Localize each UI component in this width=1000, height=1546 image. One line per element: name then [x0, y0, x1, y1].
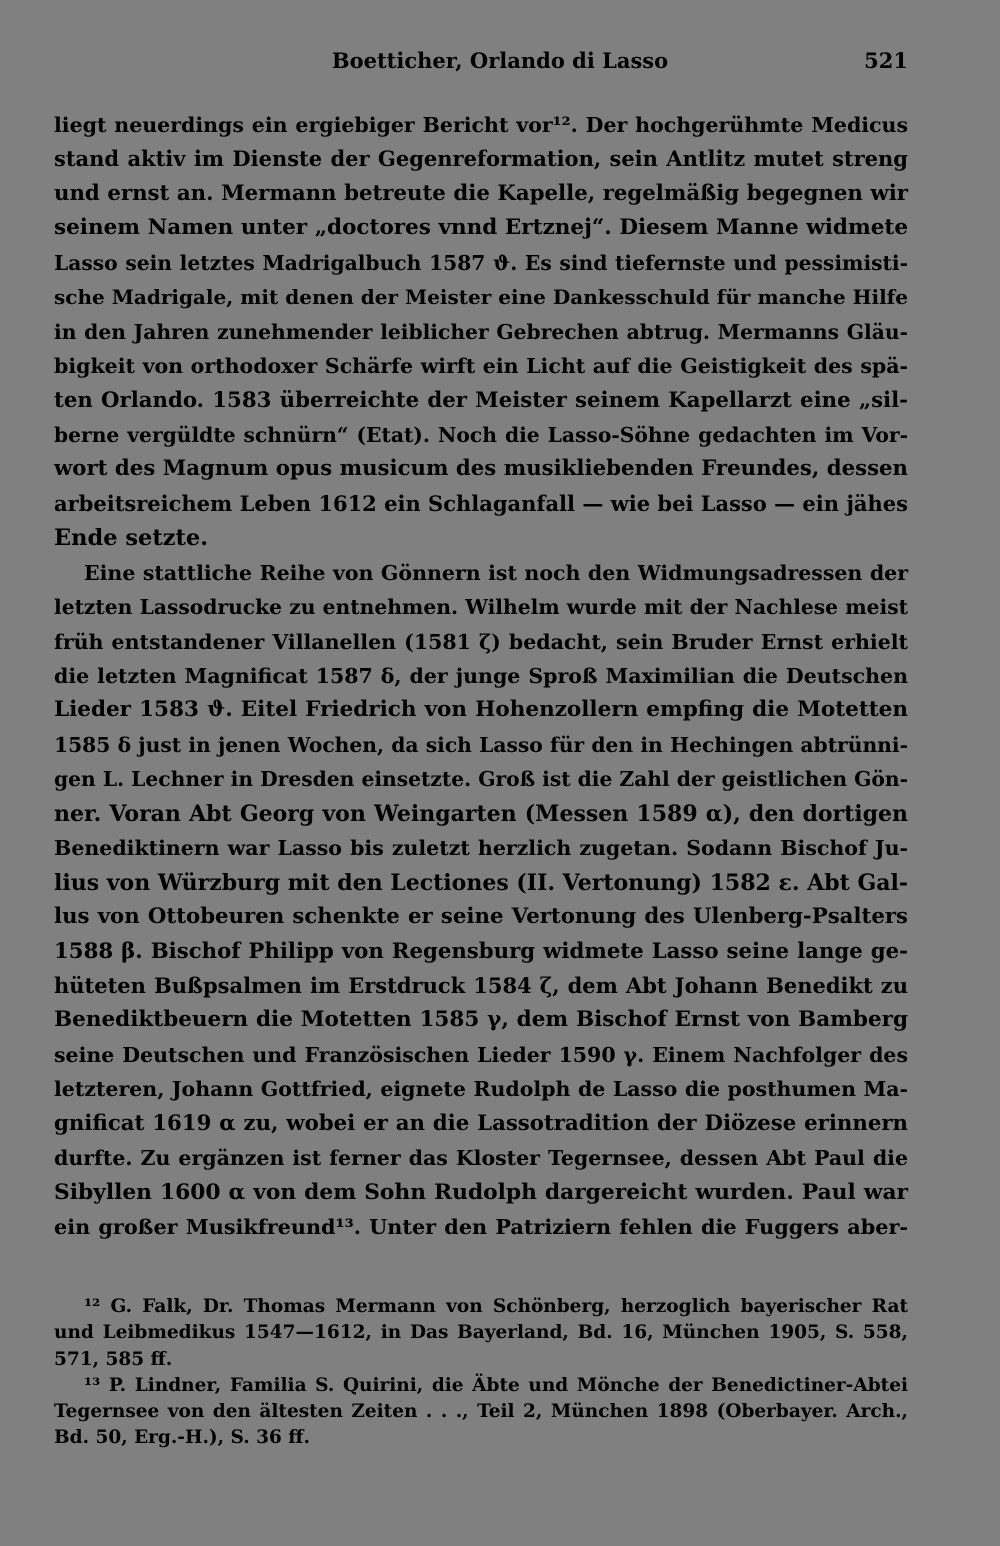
footnote-line: Tegernsee von den ältesten Zeiten . . ., Teil 2, München 1898 (Oberbayer. Arch.,	[54, 1401, 908, 1423]
text-line: bigkeit von orthodoxer Schärfe wirft ein Licht auf die Geistigkeit des spä-	[54, 354, 908, 379]
text-line: Eine stattliche Reihe von Gönnern ist noch den Widmungsadressen der	[84, 560, 908, 585]
text-line: gnificat 1619 α zu, wobei er an die Lassotradition der Diözese erinnern	[54, 1110, 908, 1136]
text-line: Ende setzte.	[54, 525, 209, 552]
page-number: 521	[864, 48, 908, 73]
text-line: letzteren, Johann Gottfried, eignete Rudolph de Lasso die posthumen Ma-	[54, 1077, 908, 1102]
text-line: Lieder 1583 ϑ. Eitel Friedrich von Hohenzollern empfing die Motetten	[54, 697, 908, 723]
text-line: gen L. Lechner in Dresden einsetzte. Groß ist die Zahl der geistlichen Gön-	[54, 767, 909, 792]
text-line: lius von Würzburg mit den Lectiones (II. Vertonung) 1582 ε. Abt Gal-	[54, 869, 908, 896]
text-line: seine Deutschen und Französischen Lieder 1590 γ. Einem Nachfolger des	[54, 1042, 908, 1067]
text-line: früh entstandener Villanellen (1581 ζ) bedacht, sein Bruder Ernst erhielt	[54, 629, 908, 654]
running-header	[0, 44, 1000, 78]
text-line: 1585 δ just in jenen Wochen, da sich Lasso für den in Hechingen abtrünni-	[54, 732, 908, 757]
footnote-line: ¹² G. Falk, Dr. Thomas Mermann von Schönberg, herzoglich bayerischer Rat	[84, 1296, 908, 1317]
footnote-line: 571, 585 ff.	[54, 1348, 173, 1370]
footnotes	[54, 1294, 908, 1452]
footnote-line: ¹³ P. Lindner, Familia S. Quirini, die Äbte und Mönche der Benedictiner-Abtei	[84, 1374, 908, 1396]
text-line: berne vergüldte schnürn“ (Etat). Noch die Lasso-Söhne gedachten im Vor-	[54, 422, 908, 447]
text-line: Sibyllen 1600 α von dem Sohn Rudolph dargereicht wurden. Paul war	[54, 1179, 908, 1205]
text-line: Benediktinern war Lasso bis zuletzt herzlich zugetan. Sodann Bischof Ju-	[54, 836, 908, 861]
text-line: 1588 β. Bischof Philipp von Regensburg widmete Lasso seine lange ge-	[54, 938, 908, 964]
footnote-line: und Leibmedikus 1547—1612, in Das Bayerland, Bd. 16, München 1905, S. 558,	[54, 1322, 908, 1344]
text-line: lus von Ottobeuren schenkte er seine Vertonung des Ulenberg-Psalters	[54, 904, 908, 930]
text-line: stand aktiv im Dienste der Gegenreformation, sein Antlitz mutet streng	[54, 146, 908, 172]
text-line: hüteten Bußpsalmen im Erstdruck 1584 ζ, dem Abt Johann Benedikt zu	[54, 972, 908, 998]
running-title: Boetticher, Orlando di Lasso	[331, 48, 669, 73]
text-line: Benediktbeuern die Motetten 1585 γ, dem Bischof Ernst von Bamberg	[54, 1007, 908, 1033]
text-line: arbeitsreichem Leben 1612 ein Schlaganfall — wie bei Lasso — ein jähes	[54, 490, 908, 516]
text-line: sche Madrigale, mit denen der Meister eine Dankesschuld für manche Hilfe	[54, 285, 908, 310]
body-text	[54, 108, 908, 1244]
text-line: in den Jahren zunehmender leiblicher Gebrechen abtrug. Mermanns Gläu-	[54, 319, 908, 344]
text-line: letzten Lassodrucke zu entnehmen. Wilhelm wurde mit der Nachlese meist	[54, 595, 908, 620]
text-line: Lasso sein letztes Madrigalbuch 1587 ϑ. Es sind tiefernste und pessimisti-	[54, 250, 908, 275]
text-line: durfte. Zu ergänzen ist ferner das Kloster Tegernsee, dessen Abt Paul die	[54, 1146, 908, 1171]
text-line: ten Orlando. 1583 überreichte der Meister seinem Kapellarzt eine „sil-	[54, 387, 908, 413]
text-line: die letzten Magnificat 1587 δ, der junge Sproß Maximilian die Deutschen	[54, 664, 908, 688]
text-line: ner. Voran Abt Georg von Weingarten (Messen 1589 α), den dortigen	[54, 800, 908, 827]
text-line: wort des Magnum opus musicum des musikliebenden Freundes, dessen	[54, 456, 908, 482]
text-line: ein großer Musikfreund¹³. Unter den Patriziern fehlen die Fuggers aber-	[54, 1215, 908, 1239]
text-line: liegt neuerdings ein ergiebiger Bericht vor¹². Der hochgerühmte Medicus	[54, 113, 908, 137]
footnote-line: Bd. 50, Erg.-H.), S. 36 ff.	[54, 1427, 310, 1449]
text-line: und ernst an. Mermann betreute die Kapelle, regelmäßig begegnen wir	[54, 180, 908, 206]
text-line: seinem Namen unter „doctores vnnd Ertznej“. Diesem Manne widmete	[54, 215, 908, 241]
